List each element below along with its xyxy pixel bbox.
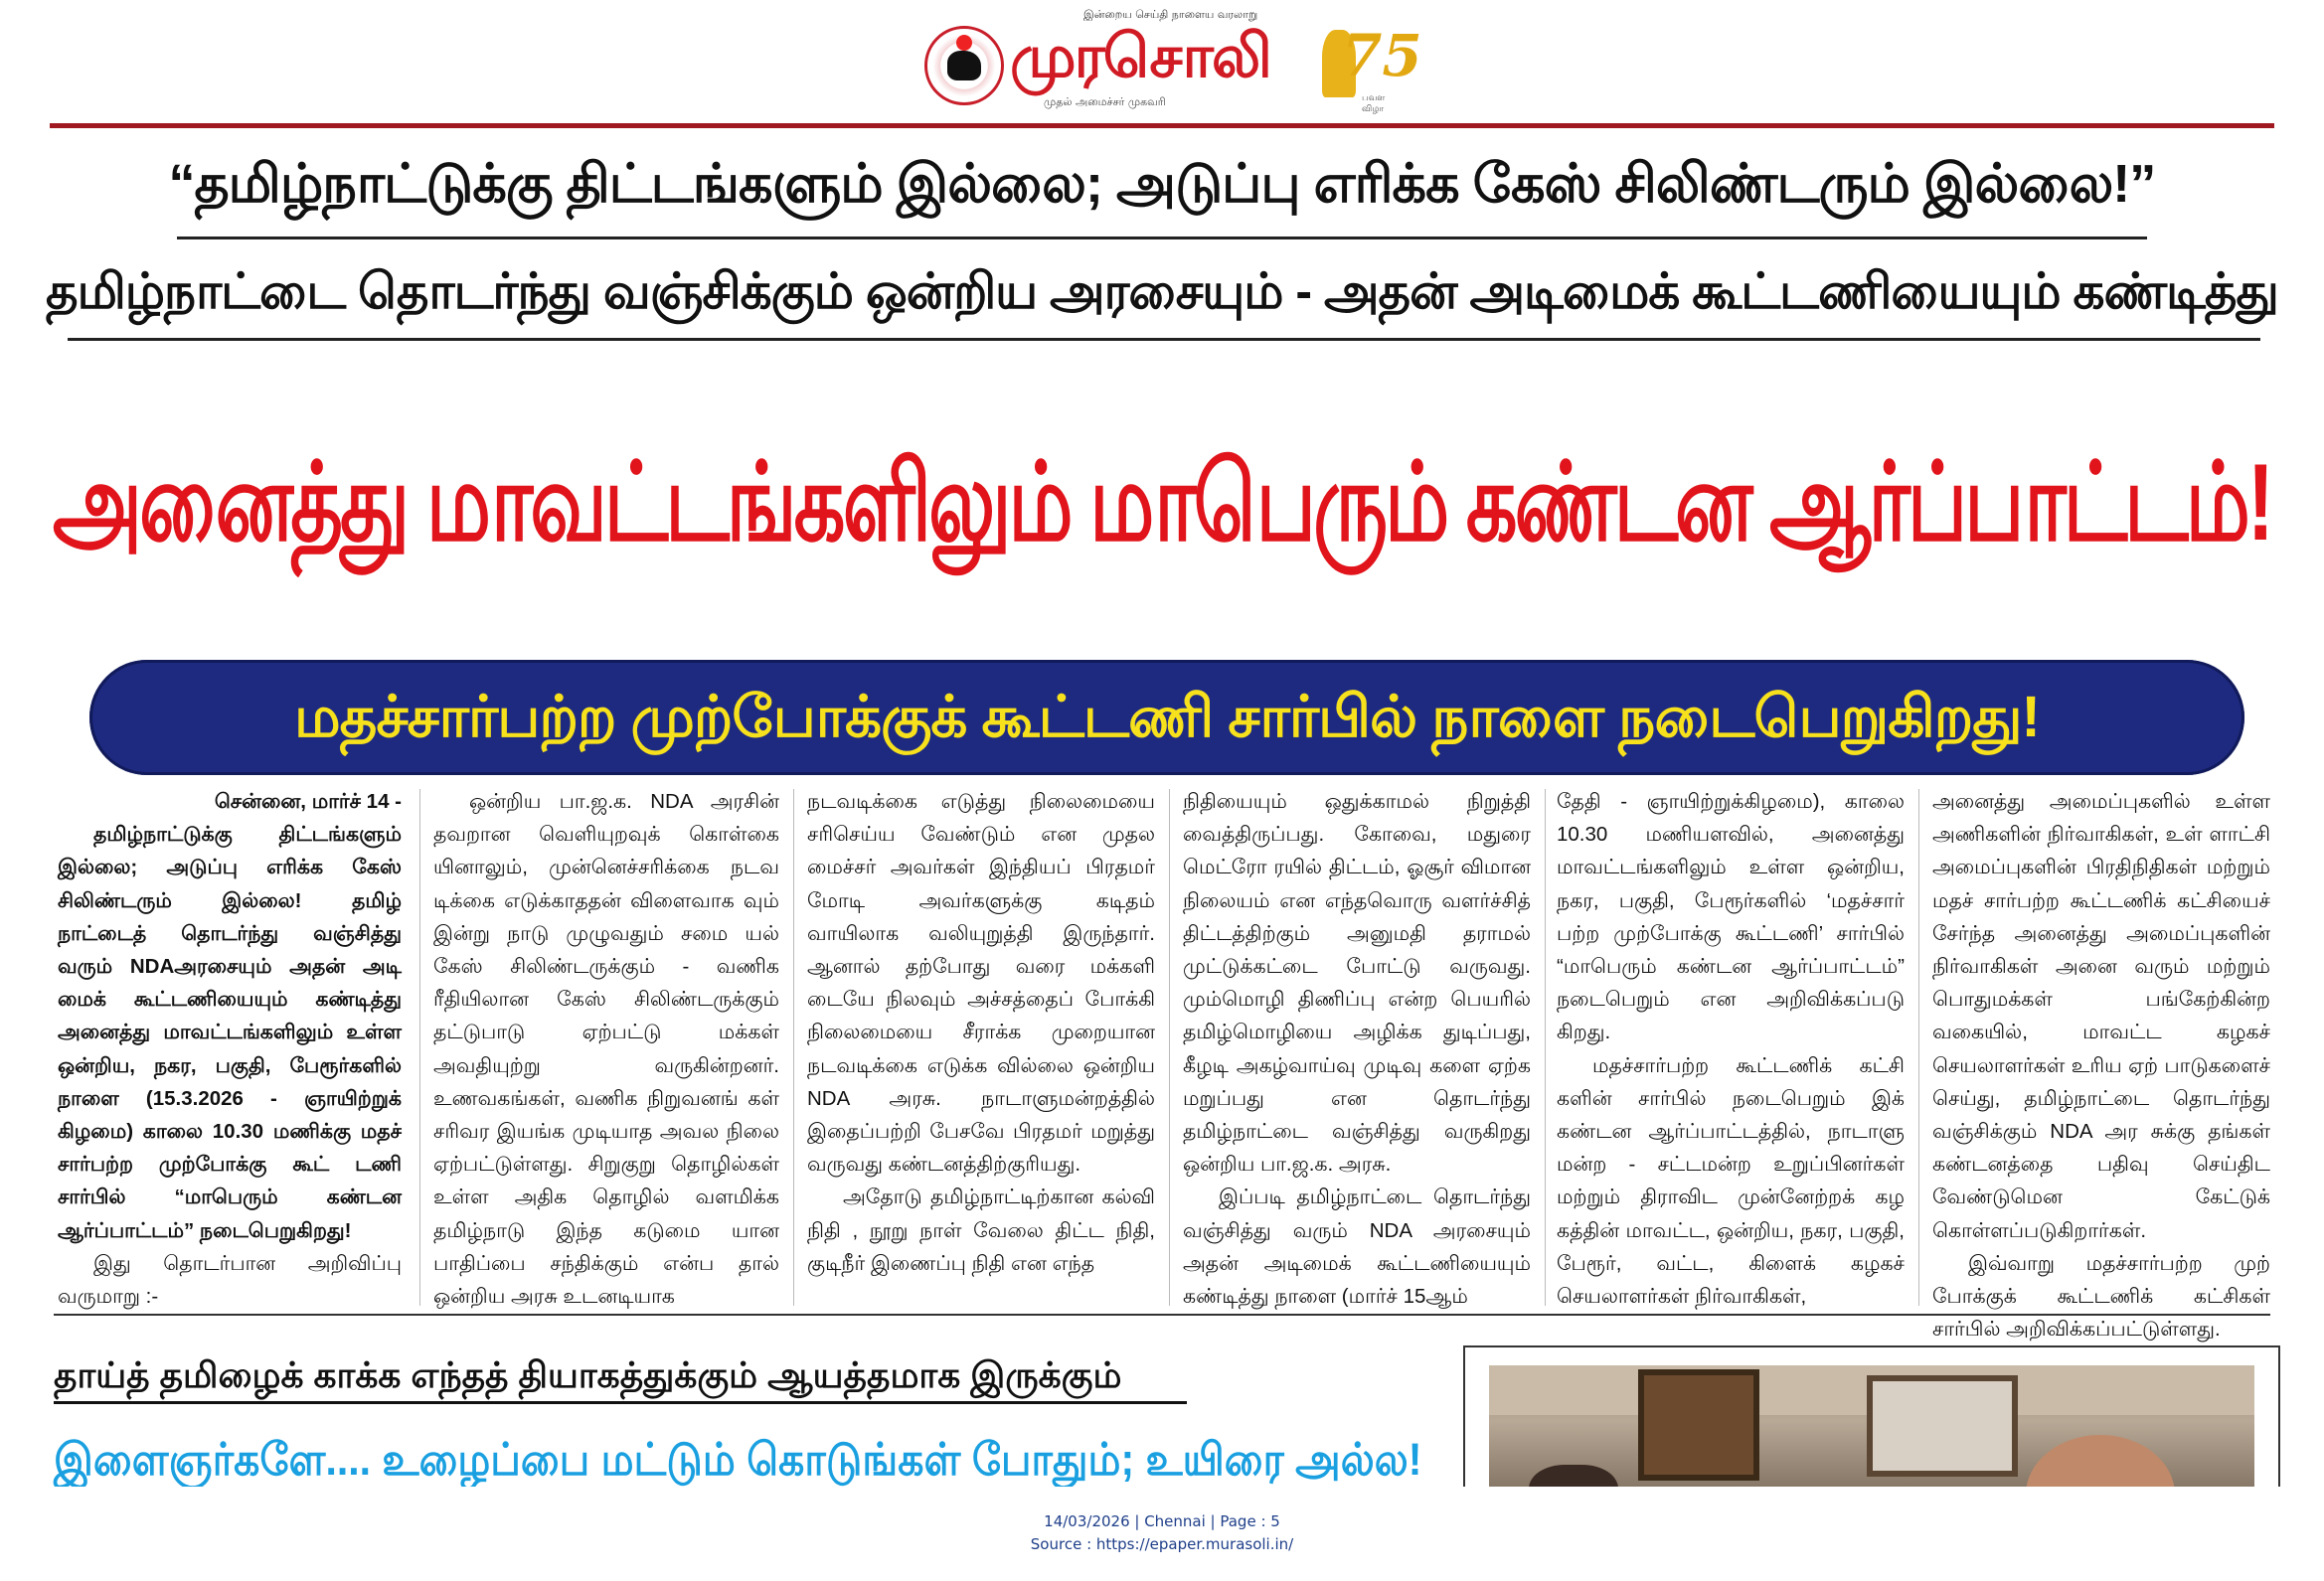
column-divider (793, 789, 794, 1306)
article-paragraph: ஒன்றிய பா.ஜ.க. NDA அரசின் தவறான வெளியுறவுக் கொள்கை யினாலும், முன்னெச்சரிக்கை நடவ டிக்கை எடுக்காததன் விளைவாக வும் இன்று நாடு முழுவதும் சமை யல் கேஸ் சிலிண்டருக்கும் - வணிக ரீதியிலான கேஸ் சிலிண்டருக்கும் தட்டுபாடு ஏற்பட்டு மக்கள் அவதியுற்று வருகின்றனர். உணவகங்கள், வணிக நிறுவனங் கள் சரிவர இயங்க முடியாத அவல நிலை ஏற்பட்டுள்ளது. சிறுகுறு தொழில்கள் உள்ள அதிக தொழில் வளமிக்க தமிழ்நாடு இந்த கடுமை யான பாதிப்பை சந்திக்கும் என்ப தால் ஒன்றிய அரசு உடனடியாக (433, 790, 779, 1309)
article-paragraph: தேதி - ஞாயிற்றுக்கிழமை), காலை 10.30 மணியளவில், அனைத்து மாவட்டங்களிலும் உள்ள ஒன்றிய, நகர, பகுதி, பேரூர்களில் ‘மதச்சார் பற்ற முற்போக்கு கூட்டணி’ சார்பில் “மாபெரும் கண்டன ஆர்ப்பாட்டம்” நடைபெறும் என அறிவிக்கப்படு கிறது. (1557, 790, 1905, 1044)
column-divider (419, 789, 420, 1306)
article-paragraph: அதோடு தமிழ்நாட்டிற்கான கல்வி நிதி , நூறு நாள் வேலை திட்ட நிதி, குடிநீர் இணைப்பு நிதி என எந்த (807, 1186, 1155, 1275)
masthead-overline: இன்றைய செய்தி நாளைய வரலாறு (1083, 8, 1258, 21)
divider (68, 338, 2260, 341)
article-lead: தமிழ்நாட்டுக்கு திட்டங்களும் இல்லை; அடுப்பு எரிக்க கேஸ் சிலிண்டரும் இல்லை! தமிழ் நாட்டைத் தொடர்ந்து வஞ்சித்து வரும் NDAஅரசையும் அதன் அடி மைக் கூட்டணியையும் கண்டித்து அனைத்து மாவட்டங்களிலும் உள்ள ஒன்றிய, நகர, பகுதி, பேரூர்களில் நாளை (15.3.2026 - ஞாயிற்றுக் கிழமை) காலை 10.30 மணிக்கு மதச் சார்பற்ற முற்போக்கு கூட் டணி சார்பில் “மாபெரும் கண்டன ஆர்ப்பாட்டம்” நடைபெறுகிறது! (58, 823, 402, 1242)
wall-portrait (1638, 1369, 1759, 1481)
article-paragraph: மதச்சார்பற்ற கூட்டணிக் கட்சி களின் சார்பில் நடைபெறும் இக் கண்டன ஆர்ப்பாட்டத்தில், நாடாளு மன்ற - சட்டமன்ற உறுப்பினர்கள் மற்றும் திராவிட முன்னேற்றக் கழ கத்தின் மாவட்ட, ஒன்றிய, நகர, பகுதி, பேரூர், வட்ட, கிளைக் கழகச் செயலாளர்கள் நிர்வாகிகள், (1557, 1053, 1905, 1309)
newspaper-title: முரசொலி (1010, 22, 1270, 91)
news-photo (1463, 1345, 2280, 1487)
divider (177, 237, 2147, 239)
party-seal-logo (924, 26, 1004, 105)
photo-image (1489, 1365, 2254, 1504)
article-paragraph: இவ்வாறு மதச்சார்பற்ற முற் போக்குக் கூட்டணிக் கட்சிகள் சார்பில் அறிவிக்கப்பட்டுள்ளது. (1932, 1251, 2270, 1342)
bottom-story-headline: இளைஞர்களே.... உழைப்பை மட்டும் கொடுங்கள் போதும்; உயிரை அல்ல! (54, 1434, 1422, 1485)
column-divider (1545, 789, 1546, 1306)
section-divider (54, 1314, 2270, 1316)
rising-sun-icon (956, 35, 972, 51)
article-paragraph: இப்படி தமிழ்நாட்டை தொடர்ந்து வஞ்சித்து வரும் NDA அரசையும் அதன் அடிமைக் கூட்டணியையும் கண்டித்து நாளை (மார்ச் 15ஆம் (1183, 1186, 1531, 1309)
source-link[interactable]: Source : https://epaper.murasoli.in/ (1030, 1535, 1294, 1553)
article-column-6 (1932, 785, 2270, 1342)
article-paragraph: அனைத்து அமைப்புகளில் உள்ள அணிகளின் நிர்வாகிகள், உள் ளாட்சி அமைப்புகளின் பிரதிநிதிகள் மற்றும் மதச் சார்பற்ற கூட்டணிக் கட்சியைச் சேர்ந்த அனைத்து அமைப்புகளின் நிர்வாகிகள் அனை வரும் மற்றும் பொதுமக்கள் பங்கேற்கின்ற வகையில், மாவட்ட கழகச் செயலாளர்கள் உரிய ஏற் பாடுகளைச் செய்து, தமிழ்நாட்டை தொடர்ந்து வஞ்சிக்கும் NDA அர சுக்கு தங்கள் கண்டனத்தை பதிவு செய்திட வேண்டுமென கேட்டுக் கொள்ளப்படுகிறார்கள். (1932, 790, 2270, 1242)
column-divider (1918, 789, 1919, 1306)
article-column-1 (58, 785, 402, 1309)
quote-headline: “தமிழ்நாட்டுக்கு திட்டங்களும் இல்லை; அடுப்பு எரிக்க கேஸ் சிலிண்டரும் இல்லை!” (168, 154, 2156, 214)
sub-headline: தமிழ்நாட்டை தொடர்ந்து வஞ்சிக்கும் ஒன்றிய அரசையும் - அதன் அடிமைக் கூட்டணியையும் கண்டித்து (46, 263, 2278, 319)
anniversary-number: 75 (1342, 22, 1422, 89)
column-divider (1169, 789, 1170, 1306)
page-info: 14/03/2026 | Chennai | Page : 5 (1044, 1512, 1280, 1530)
article-column-2 (433, 785, 779, 1309)
masthead-tagline: முதல் அமைச்சர் முகவரி (1044, 95, 1166, 108)
article-column-4 (1183, 785, 1531, 1309)
masthead (924, 8, 1422, 115)
article-column-3 (807, 785, 1155, 1302)
article-column-5 (1557, 785, 1905, 1309)
banner-text: மதச்சார்பற்ற முற்போக்குக் கூட்டணி சார்பில் நாளை நடைபெறுகிறது! (294, 685, 2040, 749)
article-paragraph: நடவடிக்கை எடுத்து நிலைமையை சரிசெய்ய வேண்டும் என முதல மைச்சர் அவர்கள் இந்தியப் பிரதமர் மோடி அவர்களுக்கு கடிதம் வாயிலாக வலியுறுத்தி இருந்தார். ஆனால் தற்போது வரை மக்களி டையே நிலவும் அச்சத்தைப் போக்கி நிலைமையை சீராக்க முறையான நடவடிக்கை எடுக்க வில்லை ஒன்றிய NDA அரசு. நாடாளுமன்றத்தில் இதைப்பற்றி பேசவே பிரதமர் மறுத்து வருவது கண்டனத்திற்குரியது. (807, 790, 1155, 1177)
anniversary-emblem (1322, 10, 1422, 114)
kicker-underline (54, 1401, 1187, 1404)
article-paragraph: நிதியையும் ஒதுக்காமல் நிறுத்தி வைத்திருப்பது. கோவை, மதுரை மெட்ரோ ரயில் திட்டம், ஓசூர் விமான நிலையம் என எந்தவொரு வளர்ச்சித் திட்டத்திற்கும் அனுமதி தராமல் முட்டுக்கட்டை போட்டு வருவது. மும்மொழி திணிப்பு என்ற பெயரில் தமிழ்மொழியை அழிக்க துடிப்பது, கீழடி அகழ்வாய்வு முடிவு களை ஏற்க மறுப்பது என தொடர்ந்து தமிழ்நாட்டை வஞ்சித்து வருகிறது ஒன்றிய பா.ஜ.க. அரசு. (1183, 790, 1531, 1177)
bottom-story-kicker: தாய்த் தமிழைக் காக்க எந்தத் தியாகத்துக்கும் ஆயத்தமாக இருக்கும் (54, 1354, 1122, 1395)
masthead-divider (50, 123, 2274, 128)
dateline: சென்னை, மார்ச் 14 - (214, 790, 402, 813)
main-headline: அனைத்து மாவட்டங்களிலும் மாபெரும் கண்டன ஆர்ப்பாட்டம்! (53, 442, 2271, 564)
headline-banner (89, 660, 2244, 775)
anniversary-subtitle: பவள விழா (1362, 93, 1386, 114)
article-paragraph: இது தொடர்பான அறிவிப்பு வருமாறு :- (58, 1251, 402, 1309)
bull-emblem-icon (947, 51, 981, 80)
wall-frame (1867, 1375, 2018, 1477)
